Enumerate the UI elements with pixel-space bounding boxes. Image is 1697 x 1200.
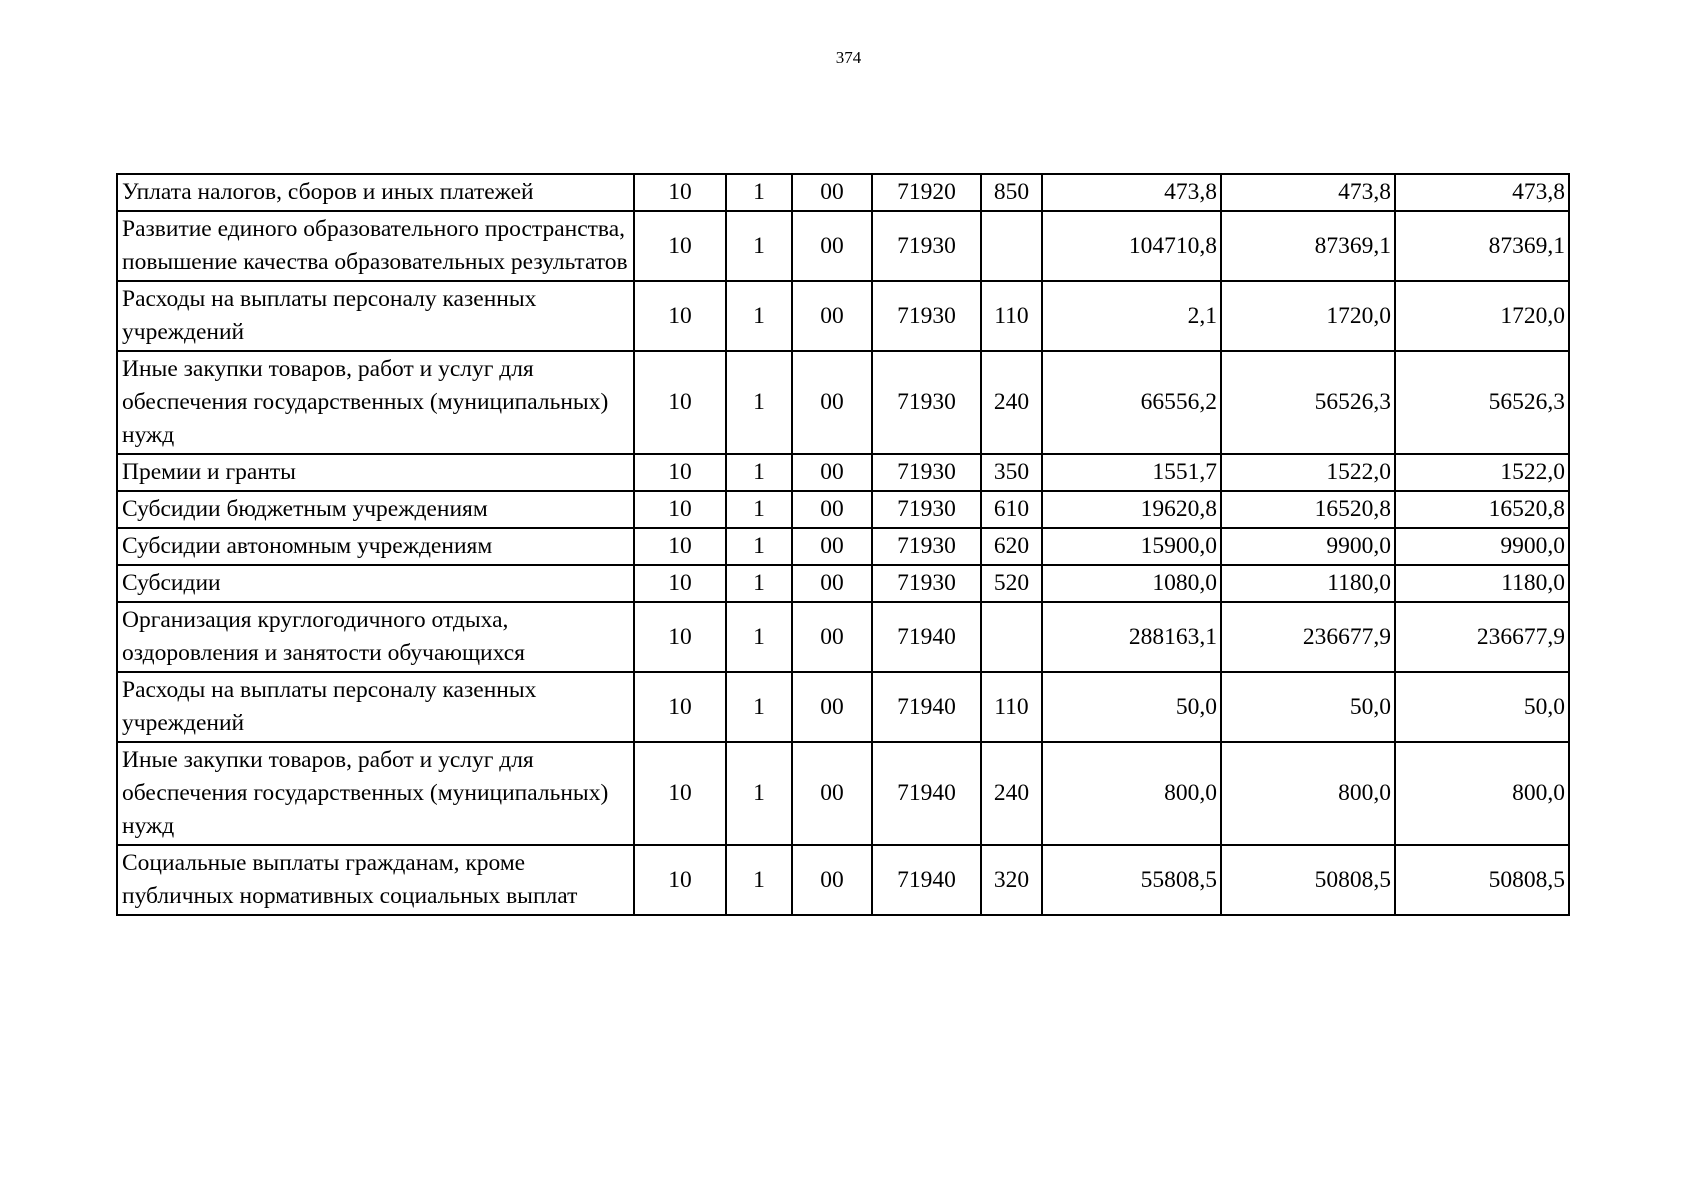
row-name-cell: Социальные выплаты гражданам, кроме публичных нормативных социальных выплат — [117, 845, 634, 915]
amount-2-cell: 16520,8 — [1221, 491, 1395, 528]
amount-1-cell: 2,1 — [1042, 281, 1221, 351]
table-row — [117, 211, 1569, 281]
section-code-cell: 10 — [634, 602, 726, 672]
expense-type-cell: 620 — [981, 528, 1042, 565]
section-code-cell: 10 — [634, 528, 726, 565]
table-body — [117, 174, 1569, 915]
section-code-cell: 10 — [634, 742, 726, 845]
article-code-cell: 71940 — [872, 602, 981, 672]
amount-1-cell: 104710,8 — [1042, 211, 1221, 281]
section-code-cell: 10 — [634, 351, 726, 454]
subsection-code-cell: 1 — [726, 602, 792, 672]
subsection-code-cell: 1 — [726, 845, 792, 915]
amount-3-cell: 236677,9 — [1395, 602, 1569, 672]
amount-3-cell: 50808,5 — [1395, 845, 1569, 915]
table-row — [117, 351, 1569, 454]
subsection-code-cell: 1 — [726, 742, 792, 845]
table-row — [117, 491, 1569, 528]
amount-3-cell: 800,0 — [1395, 742, 1569, 845]
article-code-cell: 71920 — [872, 174, 981, 211]
section-code-cell: 10 — [634, 211, 726, 281]
section-code-cell: 10 — [634, 174, 726, 211]
subsection-code-cell: 1 — [726, 174, 792, 211]
table-row — [117, 454, 1569, 491]
expense-type-cell: 520 — [981, 565, 1042, 602]
expense-type-cell: 850 — [981, 174, 1042, 211]
row-name-cell: Иные закупки товаров, работ и услуг для обеспечения государственных (муниципальных) нужд — [117, 742, 634, 845]
section-code-cell: 10 — [634, 491, 726, 528]
expense-type-cell: 320 — [981, 845, 1042, 915]
section-code-cell: 10 — [634, 565, 726, 602]
amount-3-cell: 1720,0 — [1395, 281, 1569, 351]
amount-2-cell: 1180,0 — [1221, 565, 1395, 602]
table-row — [117, 602, 1569, 672]
article-code-cell: 71930 — [872, 565, 981, 602]
article-code-cell: 71930 — [872, 351, 981, 454]
page-number: 374 — [835, 48, 862, 67]
expense-type-cell: 350 — [981, 454, 1042, 491]
row-name-cell: Субсидии — [117, 565, 634, 602]
amount-2-cell: 473,8 — [1221, 174, 1395, 211]
amount-1-cell: 1551,7 — [1042, 454, 1221, 491]
amount-2-cell: 236677,9 — [1221, 602, 1395, 672]
subsection-code-cell: 1 — [726, 281, 792, 351]
expense-type-cell: 240 — [981, 351, 1042, 454]
amount-2-cell: 9900,0 — [1221, 528, 1395, 565]
amount-1-cell: 55808,5 — [1042, 845, 1221, 915]
amount-1-cell: 1080,0 — [1042, 565, 1221, 602]
subsection-code-cell: 1 — [726, 351, 792, 454]
section-code-cell: 10 — [634, 672, 726, 742]
program-code-cell: 00 — [792, 351, 872, 454]
amount-3-cell: 87369,1 — [1395, 211, 1569, 281]
amount-2-cell: 50808,5 — [1221, 845, 1395, 915]
amount-1-cell: 66556,2 — [1042, 351, 1221, 454]
subsection-code-cell: 1 — [726, 565, 792, 602]
program-code-cell: 00 — [792, 565, 872, 602]
subsection-code-cell: 1 — [726, 491, 792, 528]
amount-2-cell: 1522,0 — [1221, 454, 1395, 491]
amount-1-cell: 50,0 — [1042, 672, 1221, 742]
amount-3-cell: 16520,8 — [1395, 491, 1569, 528]
subsection-code-cell: 1 — [726, 211, 792, 281]
program-code-cell: 00 — [792, 281, 872, 351]
subsection-code-cell: 1 — [726, 528, 792, 565]
budget-table — [116, 173, 1570, 916]
program-code-cell: 00 — [792, 528, 872, 565]
amount-3-cell: 56526,3 — [1395, 351, 1569, 454]
table-row — [117, 565, 1569, 602]
amount-1-cell: 15900,0 — [1042, 528, 1221, 565]
expense-type-cell — [981, 211, 1042, 281]
article-code-cell: 71930 — [872, 528, 981, 565]
table-row — [117, 742, 1569, 845]
article-code-cell: 71930 — [872, 454, 981, 491]
amount-3-cell: 473,8 — [1395, 174, 1569, 211]
amount-3-cell: 50,0 — [1395, 672, 1569, 742]
subsection-code-cell: 1 — [726, 454, 792, 491]
table-row — [117, 528, 1569, 565]
amount-3-cell: 1522,0 — [1395, 454, 1569, 491]
row-name-cell: Субсидии автономным учреждениям — [117, 528, 634, 565]
amount-1-cell: 19620,8 — [1042, 491, 1221, 528]
amount-1-cell: 800,0 — [1042, 742, 1221, 845]
amount-2-cell: 50,0 — [1221, 672, 1395, 742]
program-code-cell: 00 — [792, 845, 872, 915]
program-code-cell: 00 — [792, 672, 872, 742]
program-code-cell: 00 — [792, 742, 872, 845]
program-code-cell: 00 — [792, 454, 872, 491]
amount-3-cell: 9900,0 — [1395, 528, 1569, 565]
row-name-cell: Премии и гранты — [117, 454, 634, 491]
row-name-cell: Субсидии бюджетным учреждениям — [117, 491, 634, 528]
program-code-cell: 00 — [792, 174, 872, 211]
amount-2-cell: 56526,3 — [1221, 351, 1395, 454]
row-name-cell: Расходы на выплаты персоналу казенных учреждений — [117, 281, 634, 351]
table-row — [117, 672, 1569, 742]
program-code-cell: 00 — [792, 602, 872, 672]
row-name-cell: Развитие единого образовательного пространства, повышение качества образовательных результатов — [117, 211, 634, 281]
expense-type-cell — [981, 602, 1042, 672]
row-name-cell: Уплата налогов, сборов и иных платежей — [117, 174, 634, 211]
article-code-cell: 71940 — [872, 845, 981, 915]
article-code-cell: 71930 — [872, 281, 981, 351]
expense-type-cell: 110 — [981, 281, 1042, 351]
section-code-cell: 10 — [634, 281, 726, 351]
amount-3-cell: 1180,0 — [1395, 565, 1569, 602]
row-name-cell: Расходы на выплаты персоналу казенных учреждений — [117, 672, 634, 742]
program-code-cell: 00 — [792, 491, 872, 528]
expense-type-cell: 110 — [981, 672, 1042, 742]
amount-2-cell: 1720,0 — [1221, 281, 1395, 351]
amount-1-cell: 288163,1 — [1042, 602, 1221, 672]
table-row — [117, 174, 1569, 211]
amount-2-cell: 87369,1 — [1221, 211, 1395, 281]
amount-2-cell: 800,0 — [1221, 742, 1395, 845]
section-code-cell: 10 — [634, 845, 726, 915]
section-code-cell: 10 — [634, 454, 726, 491]
article-code-cell: 71930 — [872, 491, 981, 528]
table-row — [117, 845, 1569, 915]
article-code-cell: 71940 — [872, 742, 981, 845]
table-row — [117, 281, 1569, 351]
amount-1-cell: 473,8 — [1042, 174, 1221, 211]
row-name-cell: Иные закупки товаров, работ и услуг для обеспечения государственных (муниципальных) нужд — [117, 351, 634, 454]
article-code-cell: 71930 — [872, 211, 981, 281]
row-name-cell: Организация круглогодичного отдыха, оздоровления и занятости обучающихся — [117, 602, 634, 672]
program-code-cell: 00 — [792, 211, 872, 281]
subsection-code-cell: 1 — [726, 672, 792, 742]
article-code-cell: 71940 — [872, 672, 981, 742]
expense-type-cell: 610 — [981, 491, 1042, 528]
expense-type-cell: 240 — [981, 742, 1042, 845]
